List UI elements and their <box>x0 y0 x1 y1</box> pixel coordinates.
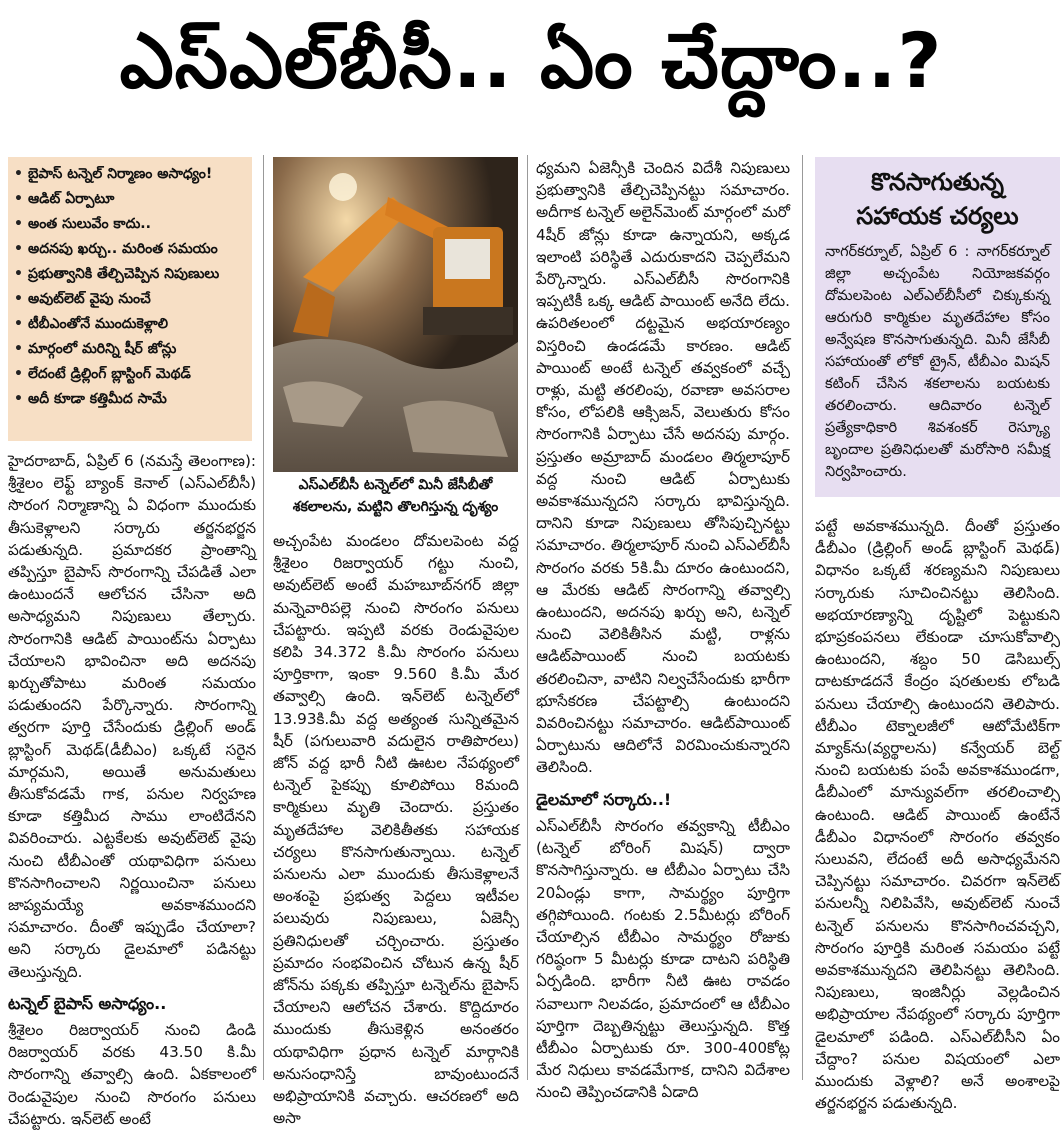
subheading: డైలమాలో సర్కారు..! <box>536 789 672 809</box>
excavator-illustration <box>273 157 518 472</box>
column-divider <box>263 155 264 1080</box>
article-paragraph: ఎస్ఎల్‌బీసీ సొరంగం తవ్వకాన్ని టీబీఎం (టన్నెల్ బోరింగ్ మిషన్) ద్వారా కొనసాగిస్తున్నారు. ఆ టీబీఎం ఏర్పాటు చేసి 20ఏండ్లు కాగా, సామర్థ్యం పూర్తిగా తగ్గిపోయింది. గంటకు 2.5మీటర్లు బోరింగ్ చేయాల్సిన టీబీఎం సామర్థ్యం రోజుకు గరిష్ఠంగా 5 మీటర్లు కూడా దాటని పరిస్థితి ఏర్పడింది. భారీగా నీటి ఊట రావడం సవాలుగా నిలవడం, ప్రమాదంలో ఆ టీబీఎం పూర్తిగా దెబ్బతిన్నట్టు తెలుస్తున్నది. కొత్త టీబీఎం ఏర్పాటుకు రూ. 300-400కోట్ల మేర నిధులు కావడమేగాక, దానిని విదేశాల నుంచి తెప్పించడానికి ఏడాది <box>536 816 790 1102</box>
relief-title-line: సహాయక చర్యలు <box>856 202 1019 230</box>
article-column-4 <box>815 515 1060 1113</box>
photo-caption: ఎస్ఎల్‌బీసీ టన్నెల్‌లో మినీ జేసీబీతో శకలాలను, మట్టిని తొలగిస్తున్న దృశ్యం <box>292 477 499 515</box>
headline: ఎస్ఎల్‌బీసీ.. ఏం చేద్దాం..? <box>119 16 943 105</box>
relief-box-body: నాగర్‌కర్నూల్, ఏప్రిల్ 6 : నాగర్‌కర్నూల్ జిల్లా అచ్చంపేట నియోజకవర్గం దోమలపెంట ఎల్ఎల్‌బీసీలో చిక్కుకున్న ఆరుగురి కార్మికుల మృతదేహాల కోసం అన్వేషణ కొనసాగుతున్నది. మినీ జేసీబీ సహాయంతో లోకో ట్రైన్, టీబీఎం మిషన్ కటింగ్ చేసిన శకలాలను బయటకు తరలించారు. ఆదివారం టన్నెల్ ప్రత్యేకాధికారి శివశంకర్ రెస్క్యూ బృందాల ప్రతినిధులతో మరోసారి సమీక్ష నిర్వహించారు. <box>825 244 1050 480</box>
highlight-item: • బైపాస్ టన్నెల్ నిర్మాణం అసాధ్యం! <box>14 165 246 183</box>
highlight-item: • అంత సులువేం కాదు.. <box>14 215 246 233</box>
column-divider <box>802 155 803 1080</box>
relief-box <box>815 157 1060 497</box>
column-divider <box>527 155 528 1080</box>
highlight-item: • ఆడిట్ ఏర్పాటూ <box>14 190 246 208</box>
article-paragraph: అచ్చంపేట మండలం దోమలపెంట వద్ద శ్రీశైలం రిజర్వాయర్ గట్టు నుంచి, అవుట్‌లెట్ అంటే మహబూబ్‌నగర్ జిల్లా మన్నెవారిపల్లె నుంచి సొరంగం పనులు చేపట్టారు. ఇప్పటి వరకు రెండువైపుల కలిపి 34.372 కి.మీ సొరంగం పనులు పూర్తికాగా, ఇంకా 9.560 కి.మీ మేర తవ్వాల్సి ఉంది. ఇన్‌లెట్ టన్నెల్‌లో 13.93కి.మీ వద్ద అత్యంత సున్నితమైన షీర్ (పగులువారి వదులైన రాతిపొరలు) జోన్ వద్ద భారీ నీటి ఊటల నేపథ్యంలో టన్నెల్ పైకప్పు కూలిపోయి 8మంది కార్మికులు మృతి చెందారు. ప్రస్తుతం మృతదేహాల వెలికితీతకు సహాయక చర్యలు కొనసాగుతున్నాయి. టన్నెల్ పనులను ఎలా ముందుకు తీసుకెళ్లాలనే అంశంపై ప్రభుత్వ పెద్దలు ఇటీవల పలువురు నిపుణులు, ఏజెన్సీ ప్రతినిధులతో చర్చించారు. ప్రస్తుతం ప్రమాదం సంభవించిన చోటున ఉన్న షీర్ జోన్‌ను పక్కకు తప్పిస్తూ టన్నెల్‌ను బైపాస్ చేయాలని ఆలోచన చేశారు. కొద్దిదూరం ముందుకు తీసుకెళ్లిన అనంతరం యథావిధిగా ప్రధాన టన్నెల్ మార్గానికి అనుసంధానిస్తే బావుంటుందనే అభిప్రాయానికి వచ్చారు. ఆచరణలో అది అసా <box>273 532 519 1128</box>
highlights-list <box>14 165 246 408</box>
highlight-item: • ప్రభుత్వానికి తేల్చిచెప్పిన నిపుణులు <box>14 265 246 283</box>
tunnel-excavator-photo <box>273 157 518 472</box>
highlight-item: • మార్గంలో మరిన్ని షీర్ జోన్లు <box>14 340 246 358</box>
article-column-2 <box>273 530 519 1128</box>
article-column-3 <box>536 157 790 1102</box>
article-paragraph: శ్రీశైలం రిజర్వాయర్ నుంచి డిండి రిజర్వాయర్ వరకు 43.50 కి.మీ సొరంగాన్ని తవ్వాల్సి ఉంది. ఏకకాలంలో రెండువైపుల నుంచి సొరంగం పనులు చేపట్టారు. ఇన్‌లెట్ అంటే <box>8 1021 256 1128</box>
highlight-item: • అదనపు ఖర్చు.. మరింత సమయం <box>14 240 246 258</box>
highlight-item: • టీబీఎంతోనే ముందుకెళ్లాలి <box>14 315 246 333</box>
article-paragraph: పట్టే అవకాశమున్నది. దీంతో ప్రస్తుతం డీబీఎం (డ్రిల్లింగ్ అండ్ బ్లాస్టింగ్ మెథడ్) విధానం ఒక్కటే శరణ్యమని నిపుణులు సర్కారుకు సూచించినట్టు తెలిసింది. అభయారణ్యాన్ని దృష్టిలో పెట్టుకుని భూప్రకంపనలు లేకుండా చూసుకోవాల్సి ఉంటుందని, శబ్దం 50 డెసిబుల్స్ దాటకూడదనే కేంద్రం షరతులకు లోబడి పనులు చేయాల్సి ఉంటుందని తెలిపారు. టీబీఎం టెక్నాలజీలో ఆటోమేటిక్‌గా మ్యాక్‌ను(వ్యర్థాలను) కన్వేయర్ బెల్ట్ నుంచి బయటకు పంపే అవకాశముండగా, డీబీఎంలో మాన్యువల్‌గా తరలించాల్సి ఉంటుంది. ఆడిట్ పాయింట్ ఉంటేనే డీబీఎం విధానంలో సొరంగం తవ్వకం సులువని, లేదంటే అదీ అసాధ్యమేనని చెప్పినట్టు సమాచారం. చివరగా ఇన్‌లెట్ పనులన్నీ నిలిపివేసి, అవుట్‌లెట్ నుంచే టన్నెల్ పనులను కొనసాగించవచ్చని, సొరంగం పూర్తికి మరింత సమయం పట్టే అవకాశమున్నదని తెలిపినట్టు తెలిసింది. నిపుణులు, ఇంజినీర్లు వెల్లడించిన అభిప్రాయాల నేపథ్యంలో సర్కారు పూర్తిగా డైలమాలో పడింది. ఎస్ఎల్‌బీసీని ఏం చేద్దాం? పనుల విషయంలో ఎలా ముందుకు వెళ్లాలి? అనే అంశాలపై తర్జనభర్జన పడుతున్నది. <box>815 517 1060 1113</box>
article-paragraph: హైదరాబాద్, ఏప్రిల్ 6 (నమస్తే తెలంగాణ): శ్రీశైలం లెఫ్ట్ బ్యాంక్ కెనాల్ (ఎస్ఎల్‌బీసీ) సొరంగ నిర్మాణాన్ని ఏ విధంగా ముందుకు తీసుకెళ్లాలని సర్కారు తర్జనభర్జన పడుతున్నది. ప్రమాదకర ప్రాంతాన్ని తప్పిస్తూ బైపాస్ సొరంగాన్ని చేపడితే ఎలా ఉంటుందనే ఆలోచన చేసినా అది అసాధ్యమని నిపుణులు తేల్చారు. సొరంగానికి ఆడిట్ పాయింట్‌ను ఏర్పాటు చేయాలని భావించినా అది అదనపు ఖర్చుతోపాటు మరింత సమయం పడుతుందని పేర్కొన్నారు. సొరంగాన్ని త్వరగా పూర్తి చేసేందుకు డ్రిల్లింగ్ అండ్ బ్లాస్టింగ్ మెథడ్(డీబీఎం) ఒక్కటే సరైన మార్గమని, అయితే అనుమతులు తీసుకోవడమే గాక, పనుల నిర్వహణ కూడా కత్తిమీద సాము లాంటిదేనని వివరించారు. ఎట్టకేలకు అవుట్‌లెట్ వైపు నుంచి టీబీఎంతో యథావిధిగా పనులు కొనసాగించాలని నిర్ణయించినా పనులు జాప్యమయ్యే అవకాశముందని సమాచారం. దీంతో ఇప్పుడేం చేయాలా? అని సర్కారు డైలమాలో పడినట్టు తెలుస్తున్నది. <box>8 452 256 981</box>
highlights-box <box>8 157 252 441</box>
highlight-item: • అదీ కూడా కత్తిమీద సామే <box>14 390 246 408</box>
relief-box-title <box>825 165 1050 233</box>
highlight-item: • లేదంటే డ్రిల్లింగ్ బ్లాస్టింగ్ మెథడ్ <box>14 365 246 383</box>
article-column-1 <box>8 450 256 1128</box>
relief-title-line: కొనసాగుతున్న <box>871 168 1004 196</box>
subheading: టన్నెల్ బైపాస్ అసాధ్యం.. <box>8 993 167 1013</box>
article-paragraph: ధ్యమని ఏజెన్సీకి చెందిన విదేశీ నిపుణులు ప్రభుత్వానికి తేల్చిచెప్పినట్టు సమాచారం. అదీగాక టన్నెల్ అలైన్‌మెంట్ మార్గంలో మరో 4షీర్ జోన్లు కూడా ఉన్నాయని, అక్కడ ఇలాంటి పరిస్థితే ఎదురుకాదని చెప్పలేమని పేర్కొన్నారు. ఎస్ఎల్‌బీసీ సొరంగానికి ఇప్పటికీ ఒక్క ఆడిట్ పాయింట్ అనేది లేదు. ఉపరితలంలో దట్టమైన అభయారణ్యం విస్తరించి ఉండడమే కారణం. ఆడిట్ పాయింట్ అంటే టన్నెల్ తవ్వకంలో వచ్చే రాళ్లు, మట్టి తరలింపు, రవాణా అవసరాల కోసం, లోపలికి ఆక్సిజన్, వెలుతురు కోసం సొరంగానికి ఏర్పాటు చేసే అదనపు మార్గం. ప్రస్తుతం అమ్రాబాద్ మండలం తిర్మలాపూర్ వద్ద నుంచి ఆడిట్ ఏర్పాటుకు అవకాశమున్నదని సర్కారు భావిస్తున్నది. దానిని కూడా నిపుణులు తోసిపుచ్చినట్టు సమాచారం. తిర్మలాపూర్ నుంచి ఎస్ఎల్‌బీసీ సొరంగం వరకు 5కి.మీ దూరం ఉంటుందని, ఆ మేరకు ఆడిట్ సొరంగాన్ని తవ్వాల్సి ఉంటుందని, అదనపు ఖర్చు అని, టన్నెల్ నుంచి వెలికితీసిన మట్టి, రాళ్లను ఆడిట్‌పాయింట్ నుంచి బయటకు తరలించినా, వాటిని నిల్వచేసేందుకు భారీగా భూసేకరణ చేపట్టాల్సి ఉంటుందని వివరించినట్టు సమాచారం. ఆడిట్‌పాయింట్ ఏర్పాటును ఆదిలోనే విరమించుకున్నారని తెలిసింది. <box>536 159 790 777</box>
highlight-item: • అవుట్‌లెట్ వైపు నుంచే <box>14 290 246 308</box>
